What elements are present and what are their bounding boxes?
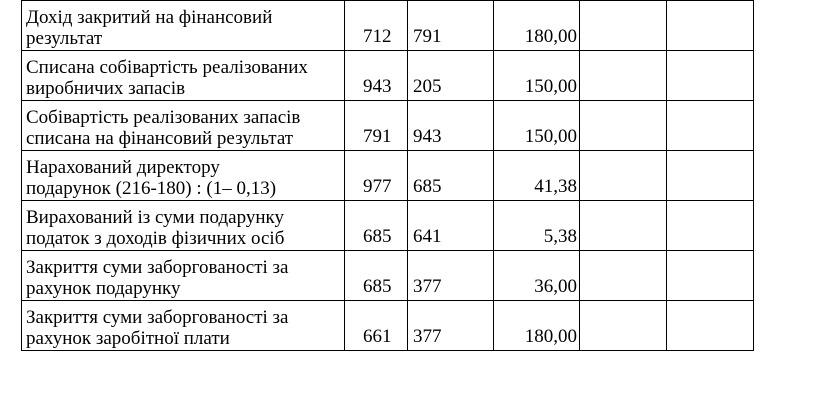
credit-account: 377 [408,251,494,301]
description-line: подарунок (216-180) : (1– 0,13) [26,178,277,199]
operation-description [22,151,345,201]
operation-description [22,251,345,301]
empty-cell [667,301,754,351]
credit-account: 791 [408,1,494,51]
debit-account: 685 [345,201,408,251]
empty-cell [580,201,667,251]
credit-account: 685 [408,151,494,201]
table-row [22,301,754,351]
debit-account: 712 [345,1,408,51]
operation-description [22,301,345,351]
description-line: Вирахований із суми подарунку [26,207,284,228]
amount: 180,00 [494,1,580,51]
debit-account: 943 [345,51,408,101]
empty-cell [667,1,754,51]
table-row [22,101,754,151]
description-line: податок з доходів фізичних осіб [26,228,285,249]
empty-cell [580,301,667,351]
operation-description [22,101,345,151]
empty-cell [667,151,754,201]
table-row [22,51,754,101]
description-line: Закриття суми заборгованості за [26,257,289,278]
description-line: виробничих запасів [26,78,186,99]
amount: 41,38 [494,151,580,201]
empty-cell [580,151,667,201]
empty-cell [580,51,667,101]
description-line: Закриття суми заборгованості за [26,307,289,328]
table-row [22,1,754,51]
description-line: рахунок подарунку [26,278,181,299]
empty-cell [580,101,667,151]
debit-account: 661 [345,301,408,351]
debit-account: 791 [345,101,408,151]
operation-description [22,1,345,51]
amount: 36,00 [494,251,580,301]
empty-cell [667,101,754,151]
credit-account: 377 [408,301,494,351]
empty-cell [667,51,754,101]
debit-account: 685 [345,251,408,301]
description-line: Списана собівартість реалізованих [26,57,308,78]
empty-cell [667,201,754,251]
credit-account: 943 [408,101,494,151]
table-row [22,251,754,301]
description-line: Дохід закритий на фінансовий [26,7,273,28]
credit-account: 205 [408,51,494,101]
table-row [22,151,754,201]
amount: 150,00 [494,101,580,151]
accounting-entries-table [21,0,754,351]
empty-cell [580,1,667,51]
credit-account: 641 [408,201,494,251]
operation-description [22,51,345,101]
table-row [22,201,754,251]
empty-cell [667,251,754,301]
description-line: результат [26,28,103,49]
description-line: списана на фінансовий результат [26,128,294,149]
amount: 150,00 [494,51,580,101]
description-line: рахунок заробітної плати [26,328,230,349]
amount: 5,38 [494,201,580,251]
amount: 180,00 [494,301,580,351]
empty-cell [580,251,667,301]
debit-account: 977 [345,151,408,201]
description-line: Нарахований директору [26,157,220,178]
operation-description [22,201,345,251]
description-line: Собівартість реалізованих запасів [26,107,301,128]
